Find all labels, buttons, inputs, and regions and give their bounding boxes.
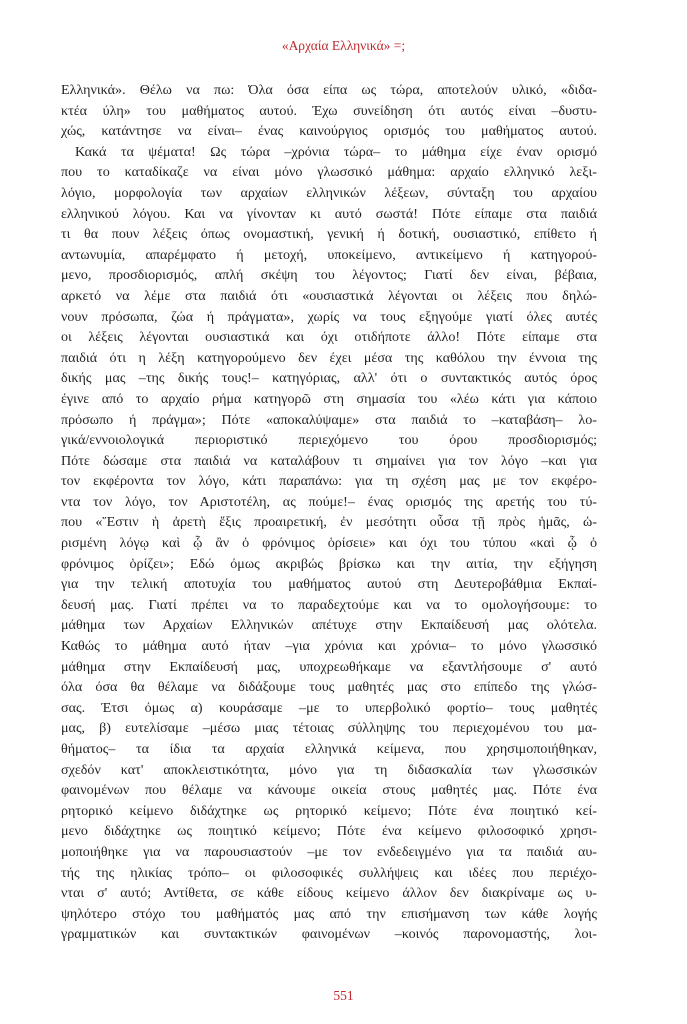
text-line: μάθημα των Αρχαίων Ελληνικών απέτυχε στην Εκπαίδευσή μας ολότελα. [61,617,597,634]
text-line: τον εκφέροντα τον λόγο, κάτι παραπάνω: για τη σχέση μας με τον εκφέρο- [61,473,597,490]
text-line: δευσή μας. Γιατί πρέπει να το παραδεχτούμε και να το ομολογήσουμε: το [61,596,597,613]
text-line: φρόνιμος ὁρίζει»; Εδώ όμως ακριβώς βρίσκω και την αιτία, την εξήγηση [61,555,597,572]
text-line: μενο, προσδιορισμός, απλή σκέψη του λέγοντος; Γιατί δεν είναι, βέβαια, [61,267,597,284]
text-line: μενο διδάχτηκε ως ποιητικό κείμενο; Πότε ένα κείμενο φιλοσοφικό χρησι- [61,823,597,840]
text-line: οι λέξεις λέγονται ουσιαστικά και όχι οτιδήποτε άλλο! Πότε είπαμε στα [61,329,597,346]
text-line: τι θα πουν λέξεις όπως ονομαστική, γενική ή δοτική, ουσιαστικό, επίθετο ή [61,226,597,243]
text-line: αρκετό να λέμε στα παιδιά ότι «ουσιαστικά λέγονται οι λέξεις που δηλώ- [61,287,597,304]
text-line: Κακά τα ψέματα! Ως τώρα –χρόνια τώρα– το μάθημα είχε έναν ορισμό [75,143,597,160]
text-line: ντα τον λόγο, τον Αριστοτέλη, ας πούμε!– ένας ορισμός της αρετής του τύ- [61,493,597,510]
text-line: θήματος– τα ίδια τα αρχαία ελληνικά κείμενα, που χρησιμοποιήθηκαν, [61,741,597,757]
text-line: ρητορικό κείμενο διδάχτηκε ως ρητορικό κείμενο; Πότε ένα ποιητικό κεί- [61,802,597,819]
text-line: Καθώς το μάθημα αυτό ήταν –για χρόνια και χρόνια– το μόνο γλωσσικό [61,638,597,655]
page-number: 551 [333,988,354,1003]
text-line: ψηλότερο στόχο του μαθήματός μας από την επισήμανση των κάθε λογής [61,905,597,922]
text-line: λόγιο, μορφολογία των αρχαίων ελληνικών λέξεων, σύνταξη του αρχαίου [61,184,597,201]
running-head: «Αρχαία Ελληνικά» =; [281,38,406,53]
text-line: γικά/εννοιολογικά περιοριστικό περιεχόμενο του όρου προσδιορισμός; [61,432,597,449]
text-line: σχεδόν κατ' αποκλειστικότητα, μόνο για τη διδασκαλία των γλωσσικών [61,761,597,778]
text-line: νουν πρόσωπα, ζώα ή πράγματα», χωρίς να τους εξηγούμε γιατί όλες αυτές [61,308,597,325]
text-line: Πότε δώσαμε στα παιδιά να καταλάβουν τι σημαίνει για τον λόγο –και για [61,452,597,469]
text-line: δικής μας –της δικής τους!– κατηγόριας, αλλ' ότι ο συντακτικός αυτός όρος [61,370,597,387]
text-line: παιδιά ότι η λέξη κατηγορούμενο δεν έχει μέσα της καθόλου την έννοια της [61,349,597,366]
text-line: που το καταδίκαζε να είναι μόνο γλωσσικό μάθημα: αρχαίο ελληνικό λεξι- [61,164,597,181]
text-line: γραμματικών και συντακτικών φαινομένων –κοινός παρονομαστής, λοι- [61,926,597,943]
text-line: τής της ηλικίας τρόπο– οι φιλοσοφικές συλλήψεις και ιδέες που περιέχο- [61,864,597,881]
text-line: μοποιήθηκε για να παρουσιαστούν –με τον ενδεδειγμένο για τα παιδιά αυ- [61,843,597,860]
text-line: χώς, κατάντησε να είναι– ένας καινούργιος ορισμός του μαθήματος αυτού. [61,123,597,140]
text-line: σας. Έτσι όμως α) κουράσαμε –με το υπερβολικό φορτίο– τους μαθητές [61,699,597,716]
text-line: ελληνικού λόγου. Και να γίνονταν κι αυτό σωστά! Πότε είπαμε στα παιδιά [61,205,597,222]
text-line: μάθημα στην Εκπαίδευσή μας, υποχρεωθήκαμε να εξαντλήσουμε σ' αυτό [61,658,597,675]
text-line: φαινομένων που θέλαμε να κάνουμε οικεία στους μαθητές μας. Πότε ένα [61,782,597,799]
body-text [61,80,597,945]
text-line: που «Ἔστιν ἡ ἀρετὴ ἕξις προαιρετική, ἐν μεσότητι οὖσα τῇ πρὸς ἡμᾶς, ὡ- [61,514,597,531]
text-line: πρόσωπο ή πράγμα»; Πότε «αποκαλύψαμε» στα παιδιά το –καταβάση– λο- [61,411,597,428]
text-line: ρισμένη λόγῳ καὶ ᾧ ἂν ὁ φρόνιμος ὁρίσειε» και όχι του τύπου «καὶ ᾧ ὁ [61,535,597,552]
text-line: όλα όσα θα θέλαμε να διδάξουμε τους μαθητές μας στο επίπεδο της γλώσ- [61,679,597,696]
text-line: έγινε από το αρχαίο ρήμα κατηγορῶ στη σημασία του «λέω κάτι για κάποιο [61,390,597,407]
text-line: νται σ' αυτό; Αντίθετα, σε κάθε είδους κείμενο άλλον δεν διακρίναμε ως υ- [61,885,597,902]
text-line: αντωνυμία, απαρέμφατο ή μετοχή, υποκείμενο, αντικείμενο ή κατηγορού- [61,246,597,263]
text-line: κτέα ύλη» του μαθήματος αυτού. Έχω συνείδηση ότι αυτός είναι –δυστυ- [61,102,597,119]
text-line: για την τελική αποτυχία του μαθήματος αυτού στη Δευτεροβάθμια Εκπαί- [61,576,597,593]
text-line: Ελληνικά». Θέλω να πω: Όλα όσα είπα ως τώρα, αποτελούν υλικό, «διδα- [61,82,597,98]
text-line: μας, β) ευτελίσαμε –μέσω μιας τέτοιας σύλληψης του περιεχομένου του μα- [61,720,597,737]
